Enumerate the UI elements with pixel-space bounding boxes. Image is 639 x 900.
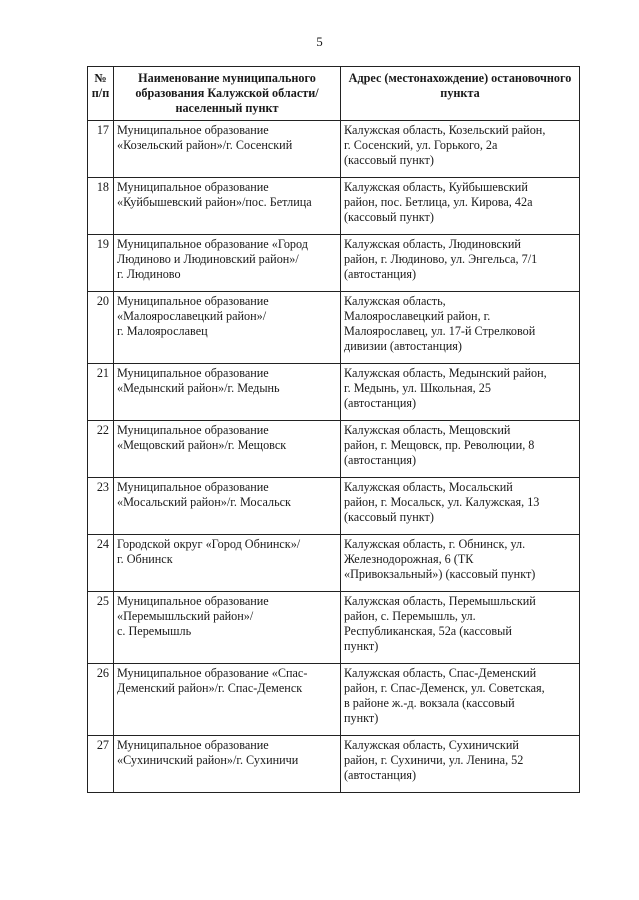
address-cell: Калужская область, Малоярославецкий район, г. Малоярославец, ул. 17-й Стрелковой дивизии (автостанция) [341,292,580,364]
address-cell: Калужская область, Козельский район, г. Сосенский, ул. Горького, 2а (кассовый пункт) [341,121,580,178]
municipality-cell: Муниципальное образование «Перемышльский район»/ с. Перемышль [114,592,341,664]
address-cell: Калужская область, Спас-Деменский район, г. Спас-Деменск, ул. Советская, в районе ж.-д. вокзала (кассовый пункт) [341,664,580,736]
table-row [88,364,580,421]
table-row [88,421,580,478]
table-row [88,121,580,178]
row-number: 19 [88,235,114,292]
address-cell: Калужская область, Мещовский район, г. Мещовск, пр. Революции, 8 (автостанция) [341,421,580,478]
page-number: 5 [316,34,323,49]
table-row [88,736,580,793]
row-number: 17 [88,121,114,178]
row-number: 20 [88,292,114,364]
address-cell: Калужская область, г. Обнинск, ул. Железнодорожная, 6 (ТК «Привокзальный») (кассовый пункт) [341,535,580,592]
municipality-cell: Муниципальное образование «Малоярославецкий район»/ г. Малоярославец [114,292,341,364]
address-cell: Калужская область, Сухиничский район, г. Сухиничи, ул. Ленина, 52 (автостанция) [341,736,580,793]
header-municipality: Наименование муниципального образования Калужской области/населенный пункт [114,67,341,121]
address-cell: Калужская область, Медынский район, г. Медынь, ул. Школьная, 25 (автостанция) [341,364,580,421]
row-number: 18 [88,178,114,235]
row-number: 25 [88,592,114,664]
table-row [88,592,580,664]
header-num: № п/п [88,67,114,121]
row-number: 27 [88,736,114,793]
municipality-cell: Муниципальное образование «Мосальский район»/г. Мосальск [114,478,341,535]
row-number: 24 [88,535,114,592]
table-row [88,178,580,235]
row-number: 26 [88,664,114,736]
municipality-cell: Муниципальное образование «Город Людиново и Людиновский район»/ г. Людиново [114,235,341,292]
table-row [88,235,580,292]
address-cell: Калужская область, Мосальский район, г. Мосальск, ул. Калужская, 13 (кассовый пункт) [341,478,580,535]
municipality-cell: Городской округ «Город Обнинск»/ г. Обнинск [114,535,341,592]
municipality-cell: Муниципальное образование «Медынский район»/г. Медынь [114,364,341,421]
municipality-cell: Муниципальное образование «Сухиничский район»/г. Сухиничи [114,736,341,793]
address-cell: Калужская область, Куйбышевский район, пос. Бетлица, ул. Кирова, 42а (кассовый пункт) [341,178,580,235]
row-number: 23 [88,478,114,535]
table-row [88,535,580,592]
municipality-cell: Муниципальное образование «Мещовский район»/г. Мещовск [114,421,341,478]
address-cell: Калужская область, Перемышльский район, с. Перемышль, ул. Республиканская, 52а (кассовый пункт) [341,592,580,664]
table-row [88,292,580,364]
header-address: Адрес (местонахождение) остановочного пункта [341,67,580,121]
address-cell: Калужская область, Людиновский район, г. Людиново, ул. Энгельса, 7/1 (автостанция) [341,235,580,292]
row-number: 22 [88,421,114,478]
table-row [88,478,580,535]
municipality-cell: Муниципальное образование «Куйбышевский район»/пос. Бетлица [114,178,341,235]
table-body [88,121,580,793]
municipality-cell: Муниципальное образование «Спас- Деменский район»/г. Спас-Деменск [114,664,341,736]
municipality-cell: Муниципальное образование «Козельский район»/г. Сосенский [114,121,341,178]
bus-stops-table [87,66,580,793]
row-number: 21 [88,364,114,421]
table-header [88,67,580,121]
table-row [88,664,580,736]
